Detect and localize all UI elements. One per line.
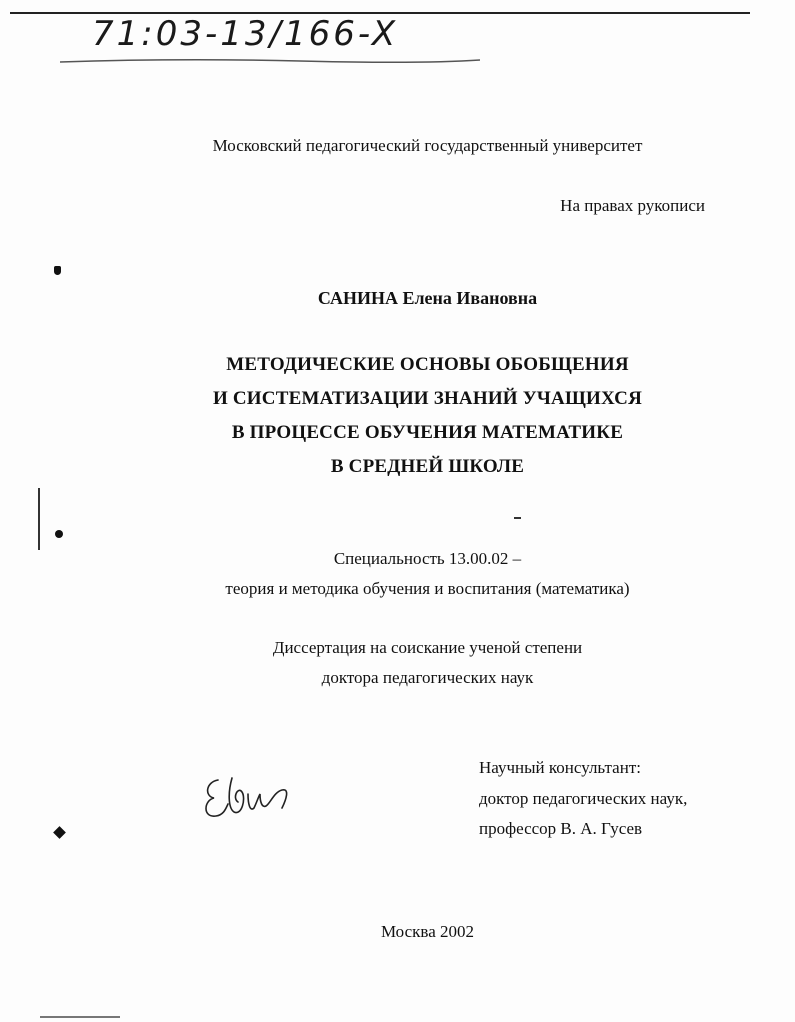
dash-artifact — [514, 517, 521, 519]
title-line-2: И СИСТЕМАТИЗАЦИИ ЗНАНИЙ УЧАЩИХСЯ — [212, 388, 643, 409]
scan-mark-top — [54, 266, 61, 275]
advisor-name: профессор В. А. Гусев — [479, 819, 643, 838]
place-year: Москва 2002 — [380, 922, 475, 941]
shelfmark-underline — [60, 52, 480, 70]
scan-mark-dot — [55, 530, 63, 538]
degree-line-2: доктора педагогических наук — [321, 668, 534, 687]
university-name: Московский педагогический государственный университет — [212, 136, 643, 155]
signature-scribble — [198, 768, 293, 828]
bottom-edge-mark — [40, 1016, 120, 1018]
advisor-degree: доктор педагогических наук, — [479, 789, 688, 808]
shelfmark-handwritten: 71:03-13/166-X — [92, 14, 399, 54]
title-line-1: МЕТОДИЧЕСКИЕ ОСНОВЫ ОБОБЩЕНИЯ — [226, 354, 629, 375]
title-line-3: В ПРОЦЕССЕ ОБУЧЕНИЯ МАТЕМАТИКЕ — [231, 422, 624, 443]
specialty-code: Специальность 13.00.02 – — [333, 549, 522, 568]
author-name: САНИНА Елена Ивановна — [317, 288, 538, 308]
dissertation-title — [30, 354, 795, 490]
specialty-name: теория и методика обучения и воспитания (математика) — [225, 579, 630, 598]
title-line-4: В СРЕДНЕЙ ШКОЛЕ — [330, 456, 525, 477]
scan-mark-bar — [38, 488, 40, 550]
advisor-label: Научный консультант: — [479, 758, 641, 777]
degree-line-1: Диссертация на соискание ученой степени — [272, 638, 583, 657]
scan-mark-bottom — [53, 826, 66, 839]
rights-note: На правах рукописи — [560, 196, 705, 215]
